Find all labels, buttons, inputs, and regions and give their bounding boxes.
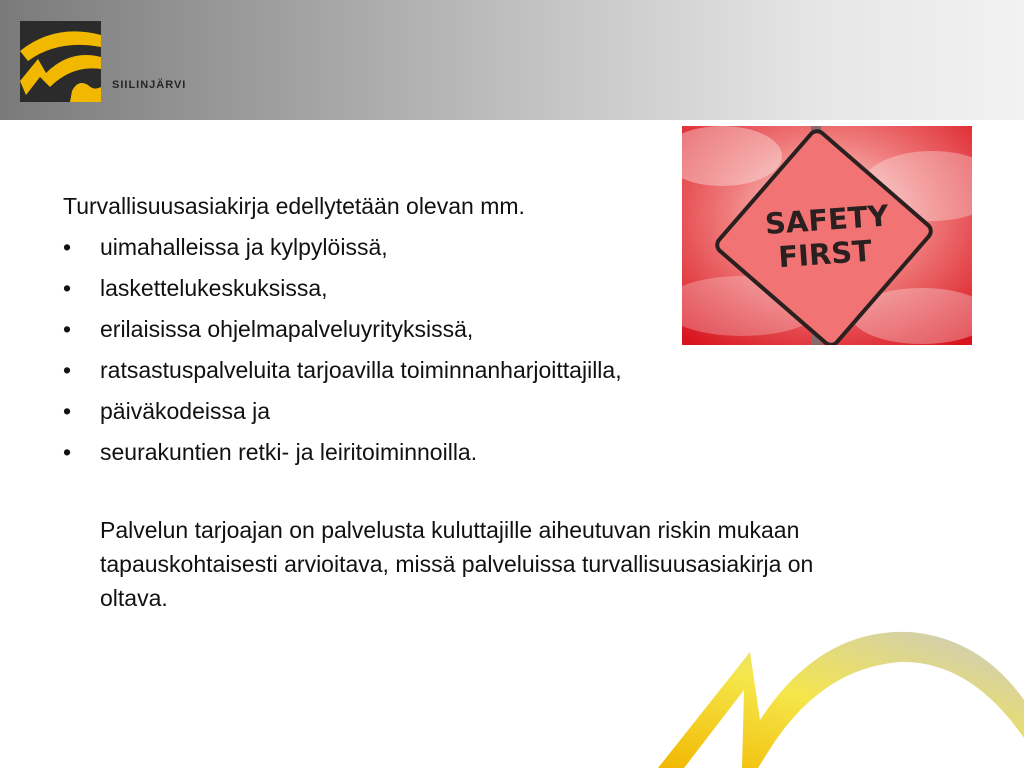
list-item-text: ratsastuspalveluita tarjoavilla toiminnanharjoittajilla,: [100, 357, 622, 383]
list-item: [63, 350, 883, 391]
bullet-list: [63, 227, 883, 473]
bullet-dot: •: [63, 398, 72, 424]
list-item: [63, 268, 883, 309]
list-item-text: erilaisissa ohjelmapalveluyrityksissä,: [100, 316, 474, 342]
siilinjarvi-logo-icon: [20, 21, 101, 102]
bullet-dot: •: [63, 357, 72, 383]
list-item-text: seurakuntien retki- ja leiritoiminnoilla.: [100, 439, 478, 465]
sign-text-safety: SAFETY: [763, 198, 890, 242]
list-item-text: päiväkodeissa ja: [100, 398, 271, 424]
header-band: [0, 0, 1024, 120]
bullet-dot: •: [63, 275, 72, 301]
main-content: [63, 186, 883, 615]
intro-text: Turvallisuusasiakirja edellytetään olevan mm.: [63, 193, 525, 219]
list-item-text: laskettelukeskuksissa,: [100, 275, 328, 301]
list-item-text: uimahalleissa ja kylpylöissä,: [100, 234, 388, 260]
list-item: [63, 391, 883, 432]
list-item: [63, 432, 883, 473]
bullet-dot: •: [63, 439, 72, 465]
logo-text: SIILINJÄRVI: [112, 79, 187, 91]
list-item: [63, 309, 883, 350]
sign-text-first: FIRST: [777, 233, 873, 275]
decorative-swoosh-icon: [650, 620, 1024, 768]
bullet-dot: •: [63, 234, 72, 260]
bullet-dot: •: [63, 316, 72, 342]
list-item: [63, 227, 883, 268]
body-paragraph: Palvelun tarjoajan on palvelusta kuluttajille aiheutuvan riskin mukaan tapauskohtaisesti arvioitava, missä palveluissa turvallisuusasiakirja on oltava.: [100, 517, 814, 611]
